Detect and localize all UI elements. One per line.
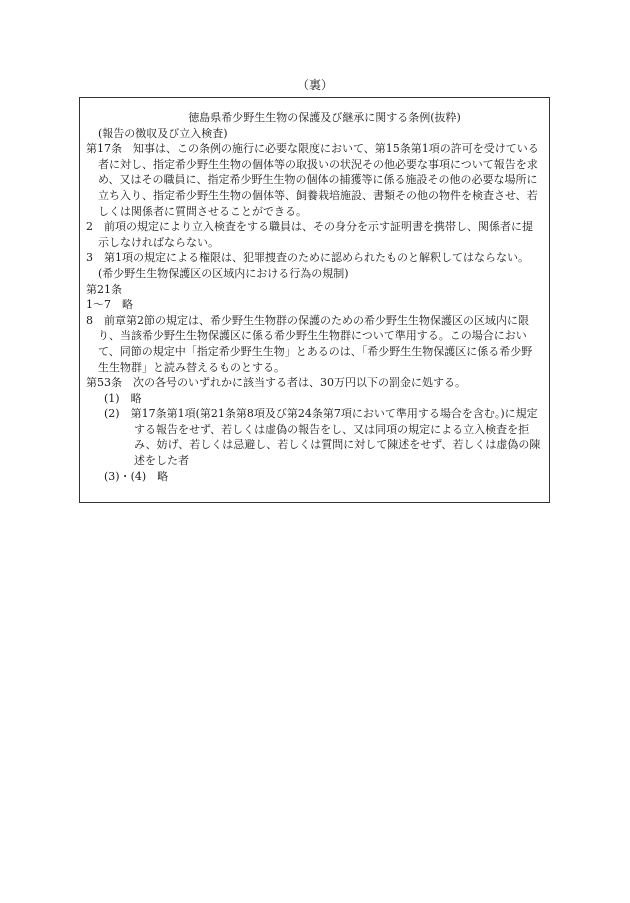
- article-17-paragraph-2: 2 前項の規定により立入検査をする職員は、その身分を示す証明書を携帯し、関係者に提示しなければならない。: [86, 220, 533, 249]
- article-53-items-3-4: (3)・(4) 略: [104, 469, 169, 483]
- article-21: 第21条: [86, 282, 122, 296]
- document-title: 徳島県希少野生生物の保護及び継承に関する条例(抜粋): [188, 111, 461, 124]
- article-17: 第17条 知事は、この条例の施行に必要な限度において、第15条第1項の許可を受けている者に対し、指定希少野生生物の個体等の取扱いの状況その他必要な事項について報告を求め、又はその職員に、指定希少野生生物の個体の捕獲等に係る施設その他の必要な場所に立ち入り、指定希少野生生物の個体等、飼養栽培施設、書類その他の物件を検査させ、若しくは関係者に質問させることができる。: [86, 142, 539, 218]
- heading-article-17: (報告の徴収及び立入検査): [98, 126, 228, 140]
- heading-article-21: (希少野生生物保護区の区域内における行為の規制): [98, 266, 349, 280]
- article-53-item-2: (2) 第17条第1項(第21条第8項及び第24条第7項において準用する場合を含む。)に規定する報告をせず、若しくは虚偽の報告をし、又は同項の規定による立入検査を拒み、妨げ、若しくは忌避し、若しくは質問に対して陳述をせず、若しくは虚偽の陳述をした者: [104, 407, 541, 468]
- article-21-paragraph-8: 8 前章第2節の規定は、希少野生生物群の保護のための希少野生生物保護区の区域内に限り、当該希少野生生物保護区に係る希少野生生物群について準用する。この場合において、同節の規定中「指定希少野生生物」とあるのは、「希少野生生物保護区に係る希少野生生物群」と読み替えるものとする。: [86, 313, 533, 374]
- article-53-item-1: (1) 略: [104, 391, 142, 405]
- page-label: （裏）: [296, 78, 333, 92]
- article-53: 第53条 次の各号のいずれかに該当する者は、30万円以下の罰金に処する。: [86, 376, 466, 390]
- ordinance-excerpt-box: [79, 97, 550, 503]
- article-21-paragraphs-1-7: 1～7 略: [86, 298, 133, 312]
- article-17-paragraph-3: 3 第1項の規定による権限は、犯罪捜査のために認められたものと解釈してはならない。: [86, 251, 529, 265]
